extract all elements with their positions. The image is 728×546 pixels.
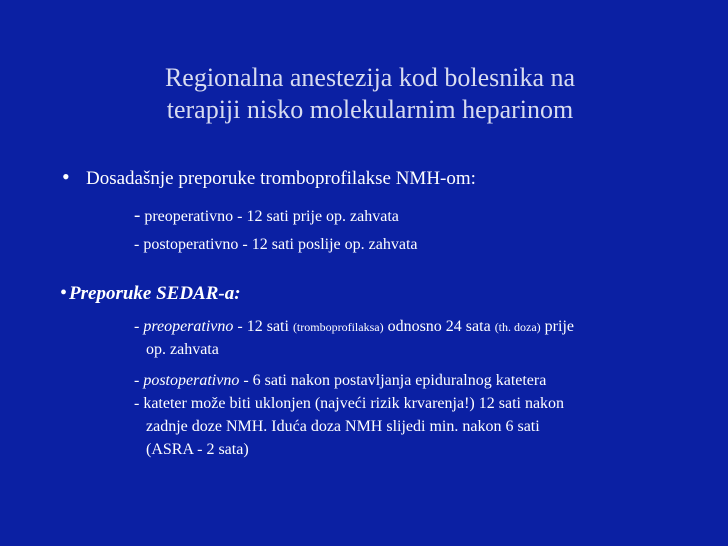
note-dose: (th. doza) xyxy=(494,320,541,334)
dash: - xyxy=(134,372,144,389)
section1-item1-text: preoperativno - 12 sati prije op. zahvata xyxy=(144,208,399,225)
sedar-line-postoperative xyxy=(134,372,546,390)
sedar-line-catheter-cont: zadnje doze NMH. Iduća doza NMH slijedi min. nakon 6 sati xyxy=(146,418,540,435)
sedar-line-preoperative xyxy=(134,318,574,336)
text-before: prije xyxy=(540,318,574,335)
dash: - xyxy=(134,318,144,335)
text-24h: odnosno 24 sata xyxy=(383,318,495,335)
bullet-current-recommendations xyxy=(62,164,476,190)
slide-title xyxy=(60,62,680,126)
bullet-marker: • xyxy=(60,282,68,304)
dash: - xyxy=(134,205,141,226)
note-thromboprophylaxis: (tromboprofilaksa) xyxy=(292,320,384,334)
text-6h: - 6 sati nakon postavljanja epiduralnog katetera xyxy=(239,372,547,389)
section1-item-preoperative xyxy=(134,205,399,227)
sedar-line-asra: (ASRA - 2 sata) xyxy=(146,441,249,458)
section1-heading: Dosadašnje preporuke tromboprofilakse NMH-om: xyxy=(86,168,476,189)
text-12h: - 12 sati xyxy=(233,318,293,335)
section1-item-postoperative: - postoperativno - 12 sati poslije op. zahvata xyxy=(134,236,418,253)
title-line-2: terapiji nisko molekularnim heparinom xyxy=(166,95,574,124)
section2-heading: Preporuke SEDAR-a: xyxy=(69,283,241,304)
sedar-line-preoperative-cont: op. zahvata xyxy=(146,341,219,358)
bullet-sedar-recommendations xyxy=(60,282,241,305)
bullet-marker: • xyxy=(62,164,70,189)
term-postoperative: postoperativno xyxy=(143,372,240,389)
term-preoperative: preoperativno xyxy=(143,318,234,335)
sedar-line-catheter: - kateter može biti uklonjen (najveći rizik krvarenja!) 12 sati nakon xyxy=(134,395,565,412)
title-line-1: Regionalna anestezija kod bolesnika na xyxy=(164,63,576,92)
